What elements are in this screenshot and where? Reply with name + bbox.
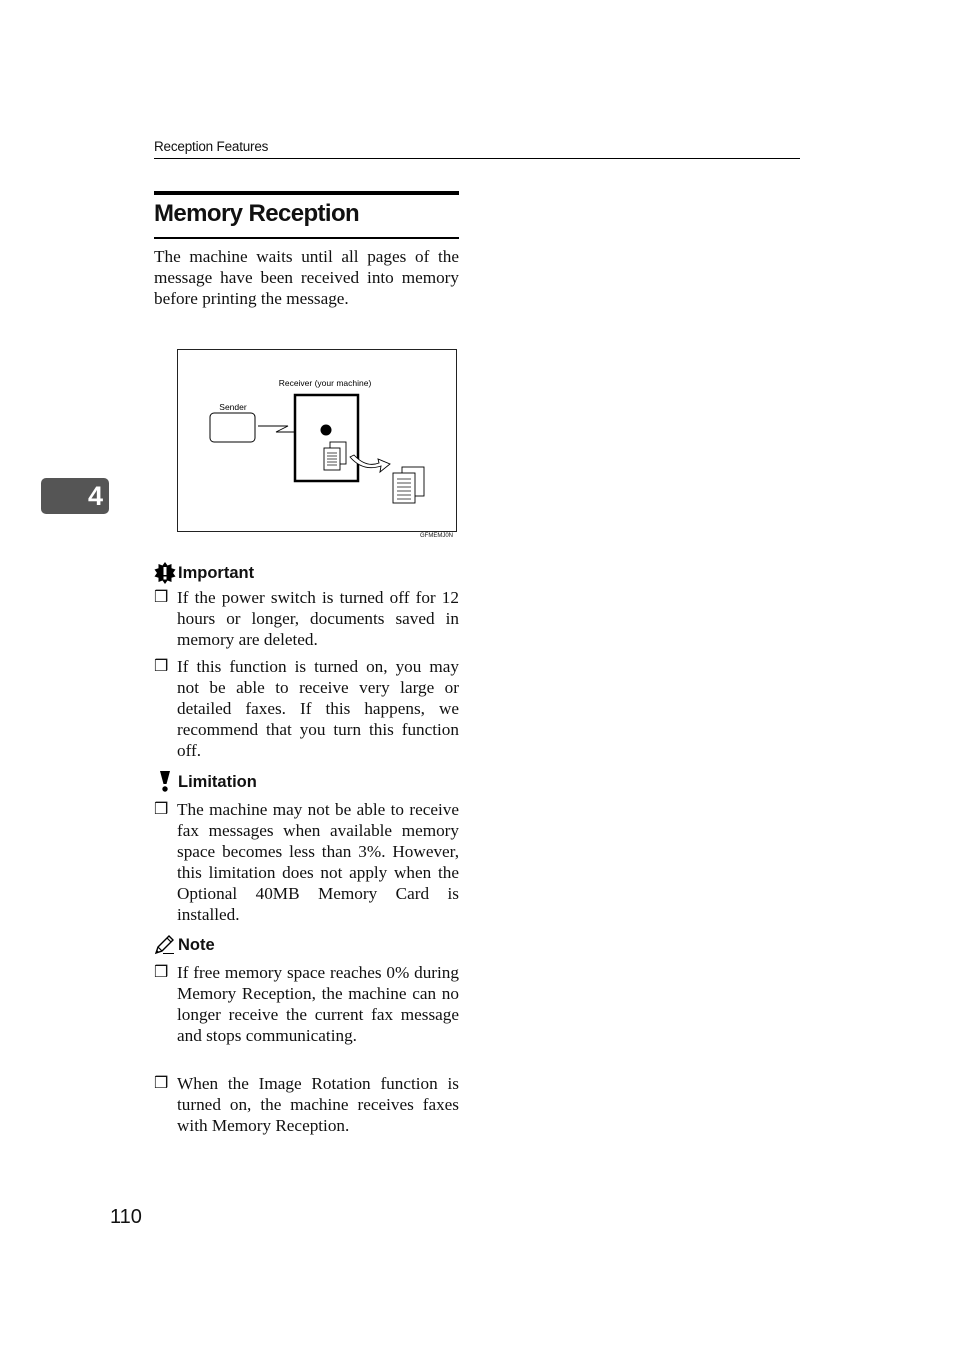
title-rule-bottom: [154, 237, 459, 239]
important-item-2: If this function is turned on, you may not be able to receive very large or detailed faxes. If this happens, we recommend that you turn this function off.: [177, 657, 459, 760]
limitation-item-1: The machine may not be able to receive fax messages when available memory space becomes less than 3%. However, this limitation does not apply when the Optional 40MB Memory Card is installed.: [177, 800, 459, 924]
note-item-1: If free memory space reaches 0% during Memory Reception, the machine can no longer receive the current fax message and stops communicating.: [177, 963, 459, 1045]
important-heading: [154, 562, 254, 584]
limitation-heading: [154, 770, 257, 794]
figure-code: GFMEMJ0N: [420, 533, 453, 539]
list-item: [154, 656, 459, 761]
header-rule: [154, 158, 800, 159]
limitation-heading-text: Limitation: [178, 772, 257, 791]
running-head: Reception Features: [154, 139, 269, 154]
sender-machine: [210, 413, 255, 442]
list-item: [154, 1073, 459, 1136]
list-item: [154, 962, 459, 1046]
page-number: 110: [110, 1206, 142, 1228]
intro-paragraph: The machine waits until all pages of the message have been received into memory before printing the message.: [154, 247, 459, 308]
pencil-icon: [154, 935, 176, 955]
list-item: [154, 587, 459, 650]
limitation-icon: [154, 770, 176, 794]
important-item-1: If the power switch is turned off for 12 hours or longer, documents saved in memory are deleted.: [177, 588, 459, 649]
bullet-box-icon: ❒: [154, 801, 169, 818]
note-heading: [154, 935, 215, 955]
title-rule-top: [154, 191, 459, 195]
note-item-2: When the Image Rotation function is turned on, the machine receives faxes with Memory Reception.: [177, 1074, 459, 1135]
important-heading-text: Important: [178, 563, 255, 582]
printed-pages-icon: [393, 467, 424, 503]
receiver-label: Receiver (your machine): [278, 378, 372, 388]
memory-reception-figure: [177, 349, 457, 532]
bullet-box-icon: ❒: [154, 964, 169, 981]
section-title: Memory Reception: [154, 200, 360, 227]
bullet-box-icon: ❒: [154, 1075, 169, 1092]
important-icon: [154, 562, 176, 584]
bullet-box-icon: ❒: [154, 658, 169, 675]
bullet-box-icon: ❒: [154, 589, 169, 606]
figure-diagram: [178, 350, 456, 531]
sender-label: Sender: [219, 402, 247, 412]
note-heading-text: Note: [178, 935, 215, 954]
list-item: [154, 799, 459, 925]
memory-dot: [321, 425, 332, 436]
chapter-tab: 4: [41, 478, 109, 514]
